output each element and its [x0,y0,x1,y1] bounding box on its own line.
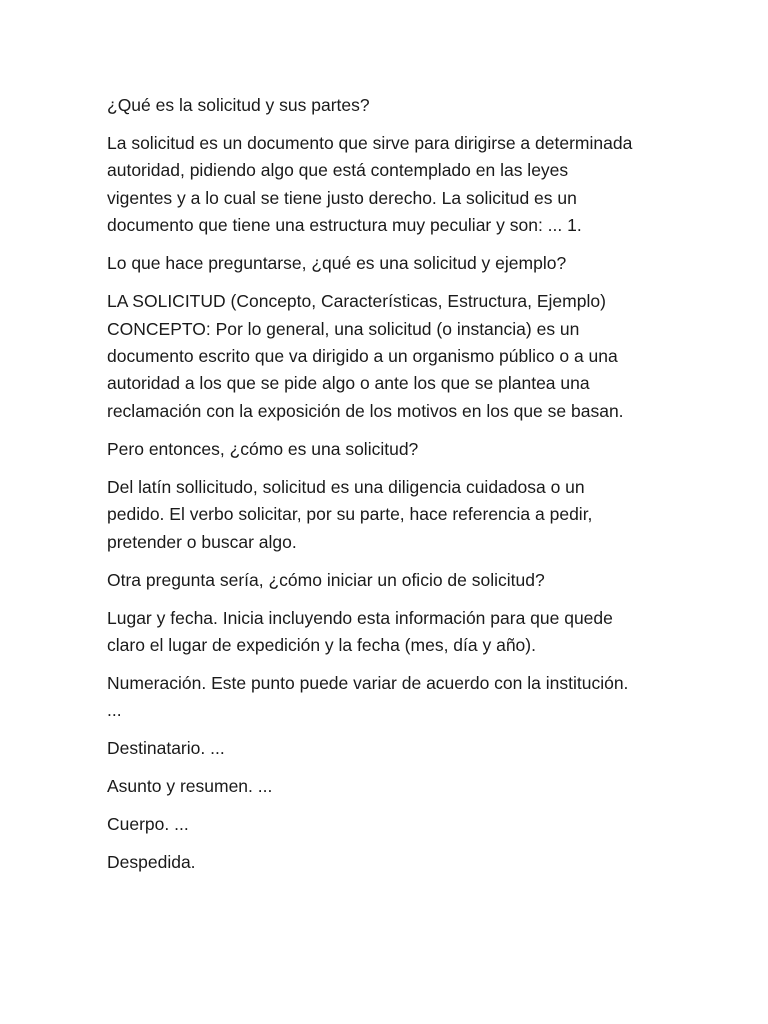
list-item: Asunto y resumen. ... [107,776,273,797]
list-item: Cuerpo. ... [107,814,189,835]
question-paragraph: Pero entonces, ¿cómo es una solicitud? [107,438,419,459]
concept-paragraph: LA SOLICITUD (Concepto, Características, Estructura, Ejemplo) CONCEPTO: Por lo general, una solicitud (o instancia) es un documento escrito que va dirigido a un organismo público o a una autoridad a los que se pide algo o ante los que se plantea una reclamación con la exposición de los motivos en los que se basan. [107,291,624,421]
list-item: Numeración. Este punto puede variar de acuerdo con la institución. ... [107,673,629,721]
question-paragraph: Otra pregunta sería, ¿cómo iniciar un oficio de solicitud? [107,569,545,590]
list-item: Lugar y fecha. Inicia incluyendo esta información para que quede claro el lugar de expedición y la fecha (mes, día y año). [107,607,613,656]
list-item: Despedida. [107,852,196,873]
definition-paragraph: La solicitud es un documento que sirve para dirigirse a determinada autoridad, pidiendo algo que está contemplado en las leyes vigentes y a lo cual se tiene justo derecho. La solicitud es un documento que tiene una estructura muy peculiar y son: ... 1. [107,133,633,236]
document-body [107,92,667,887]
question-heading: ¿Qué es la solicitud y sus partes? [107,95,370,115]
list-item: Destinatario. ... [107,738,225,759]
question-paragraph: Lo que hace preguntarse, ¿qué es una solicitud y ejemplo? [107,253,567,274]
etymology-paragraph: Del latín sollicitudo, solicitud es una diligencia cuidadosa o un pedido. El verbo solicitar, por su parte, hace referencia a pedir, pretender o buscar algo. [107,476,593,552]
